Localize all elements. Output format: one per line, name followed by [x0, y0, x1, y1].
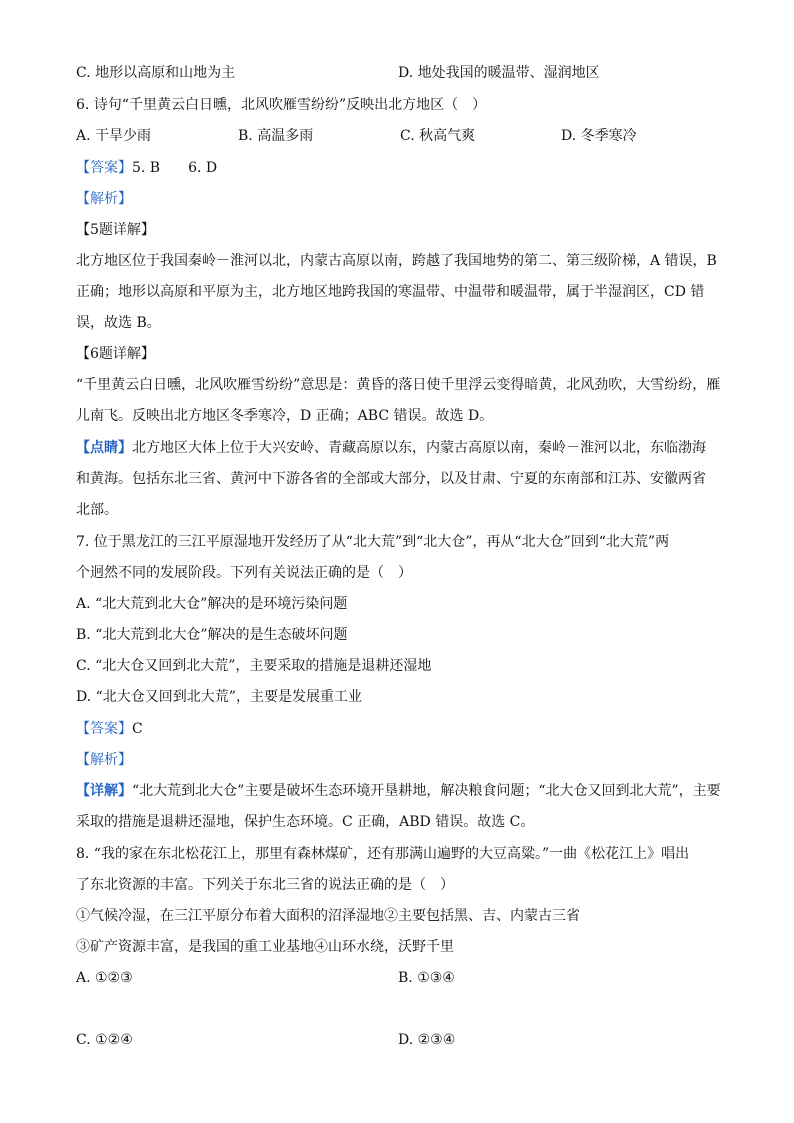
point-line-1	[76, 439, 706, 457]
point-line-2: 和黄海。包括东北三省、黄河中下游各省的全部或大部分，以及甘肃、宁夏的东南部和江苏、安徽两省	[76, 471, 706, 487]
q7-option-b: B. “北大荒到北大仓”解决的是生态破坏问题	[76, 627, 348, 643]
q5-option-c: C. 地形以高原和山地为主	[76, 65, 236, 81]
point-line-3: 北部。	[76, 502, 118, 518]
detail-5-line-3: 误，故选 B。	[76, 315, 161, 331]
point-tag: 【点睛】	[76, 440, 132, 456]
q7-option-c: C. “北大仓又回到北大荒”，主要采取的措施是退耕还湿地	[76, 658, 432, 674]
analysis-heading: 【解析】	[76, 752, 132, 768]
q7-stem-line-1: 7. 位于黑龙江的三江平原湿地开发经历了从“北大荒”到“北大仓”，再从“北大仓”回到“北大荒”两	[76, 534, 670, 550]
answer-text: 5. B 6. D	[132, 160, 218, 176]
q6-option-a: A. 干旱少雨	[76, 128, 152, 144]
q8-option-d: D. ②③④	[398, 1032, 456, 1048]
detail-7-line-2: 采取的措施是退耕还湿地，保护生态环境。C 正确，ABD 错误。故选 C。	[76, 814, 535, 830]
answer-7	[76, 720, 143, 738]
detail-5-heading: 【5题详解】	[76, 222, 155, 238]
answer-5-6	[76, 159, 217, 177]
q6-stem: 6. 诗句“千里黄云白日曛，北风吹雁雪纷纷”反映出北方地区（ ）	[76, 97, 487, 113]
point-text: 北方地区大体上位于大兴安岭、青藏高原以东，内蒙古高原以南，秦岭－淮河以北，东临渤海	[132, 440, 706, 456]
answer-tag: 【答案】	[76, 721, 132, 737]
answer-tag: 【答案】	[76, 160, 132, 176]
detail-6-heading: 【6题详解】	[76, 346, 155, 362]
q7-option-d: D. “北大仓又回到北大荒”，主要是发展重工业	[76, 689, 362, 705]
q8-statement-1: ①气候冷湿，在三江平原分布着大面积的沼泽湿地②主要包括黑、吉、内蒙古三省	[76, 908, 580, 924]
detail-5-line-2: 正确；地形以高原和平原为主，北方地区地跨我国的寒温带、中温带和暖温带，属于半湿润区，CD 错	[76, 284, 705, 300]
q8-option-b: B. ①③④	[398, 970, 455, 986]
q6-option-c: C. 秋高气爽	[400, 128, 476, 144]
q8-stem-line-1: 8. “我的家在东北松花江上，那里有森林煤矿，还有那满山遍野的大豆高粱。”一曲《松花江上》唱出	[76, 846, 690, 862]
detail-5-line-1: 北方地区位于我国秦岭－淮河以北，内蒙古高原以南，跨越了我国地势的第二、第三级阶梯，A 错误，B	[76, 253, 717, 269]
detail-7-line-1	[76, 782, 721, 800]
detail-tag: 【详解】	[76, 783, 132, 799]
analysis-heading: 【解析】	[76, 191, 132, 207]
detail-6-line-1: “千里黄云白日曛，北风吹雁雪纷纷”意思是：黄昏的落日使千里浮云变得暗黄，北风劲吹，大雪纷纷，雁	[76, 377, 721, 393]
q8-option-a: A. ①②③	[76, 970, 133, 986]
q8-statement-2: ③矿产资源丰富，是我国的重工业基地④山环水绕，沃野千里	[76, 939, 454, 955]
answer-text: C	[132, 721, 143, 737]
q6-option-b: B. 高温多雨	[238, 128, 314, 144]
q8-option-c: C. ①②④	[76, 1032, 133, 1048]
detail-text: “北大荒到北大仓”主要是破坏生态环境开垦耕地，解决粮食问题；“北大仓又回到北大荒”，主要	[132, 783, 721, 799]
q7-option-a: A. “北大荒到北大仓”解决的是环境污染问题	[76, 596, 348, 612]
q8-stem-line-2: 了东北资源的丰富。下列关于东北三省的说法正确的是（ ）	[76, 877, 454, 893]
detail-6-line-2: 儿南飞。反映出北方地区冬季寒冷，D 正确；ABC 错误。故选 D。	[76, 408, 494, 424]
q5-option-d: D. 地处我国的暖温带、湿润地区	[398, 65, 600, 81]
q7-stem-line-2: 个迥然不同的发展阶段。下列有关说法正确的是（ ）	[76, 565, 412, 581]
q6-option-d: D. 冬季寒冷	[561, 128, 637, 144]
